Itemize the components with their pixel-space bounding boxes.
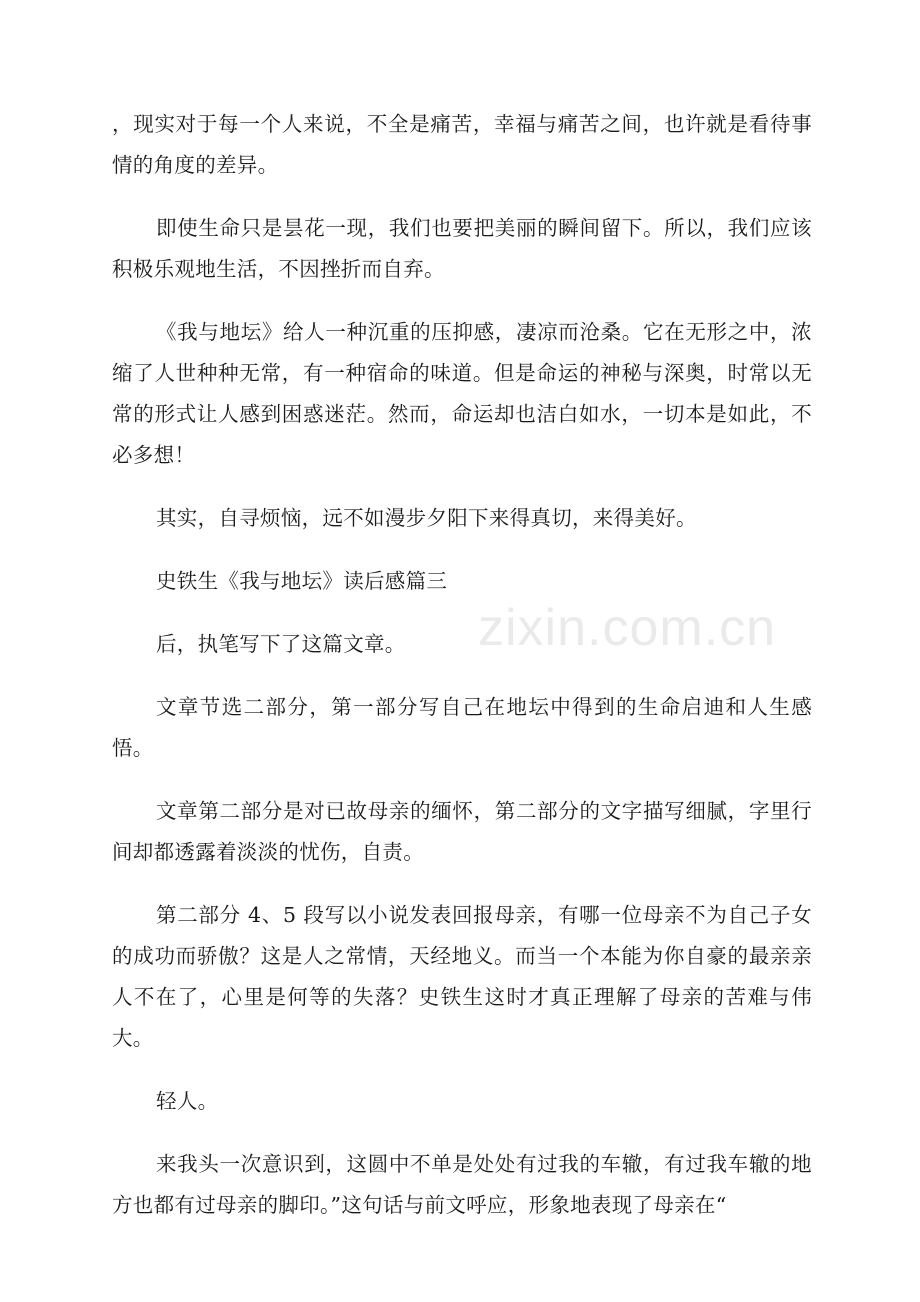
paragraph-4: 其实，自寻烦恼，远不如漫步夕阳下来得真切，来得美好。 — [156, 506, 697, 530]
paragraph-11: 来我头一次意识到，这圆中不单是处处有过我的车辙，有过我车辙的地方也都有过母亲的脚印。”这句话与前文呼应，形象地表现了母亲在“ — [112, 1152, 812, 1217]
paragraph-2: 即使生命只是昙花一现，我们也要把美丽的瞬间留下。所以，我们应该积极乐观地生活，不因挫折而自弃。 — [112, 216, 812, 281]
paragraph-7: 文章节选二部分，第一部分写自己在地坛中得到的生命启迪和人生感悟。 — [112, 695, 812, 760]
paragraph-9: 第二部分 4、5 段写以小说发表回报母亲，有哪一位母亲不为自己子女的成功而骄傲？这是人之常情，天经地义。而当一个本能为你自豪的最亲亲人不在了，心里是何等的失落？史铁生这时才真正理解了母亲的苦难与伟大。 — [112, 903, 812, 1050]
document-body — [112, 104, 812, 1248]
paragraph-8: 文章第二部分是对已故母亲的缅怀，第二部分的文字描写细腻，字里行间却都透露着淡淡的忧伤，自责。 — [112, 799, 812, 864]
watermark: zixin.com.cn — [478, 599, 777, 657]
paragraph-6: 后，执笔写下了这篇文章。 — [156, 632, 406, 656]
paragraph-10: 轻人。 — [156, 1089, 219, 1113]
paragraph-1: ，现实对于每一个人来说，不全是痛苦，幸福与痛苦之间，也许就是看待事情的角度的差异。 — [112, 112, 812, 177]
paragraph-3: 《我与地坛》给人一种沉重的压抑感，凄凉而沧桑。它在无形之中，浓缩了人世种种无常，有一种宿命的味道。但是命运的神秘与深奥，时常以无常的形式让人感到困惑迷茫。然而，命运却也洁白如水，一切本是如此，不必多想！ — [112, 320, 812, 467]
section-heading: 史铁生《我与地坛》读后感篇三 — [156, 569, 448, 593]
